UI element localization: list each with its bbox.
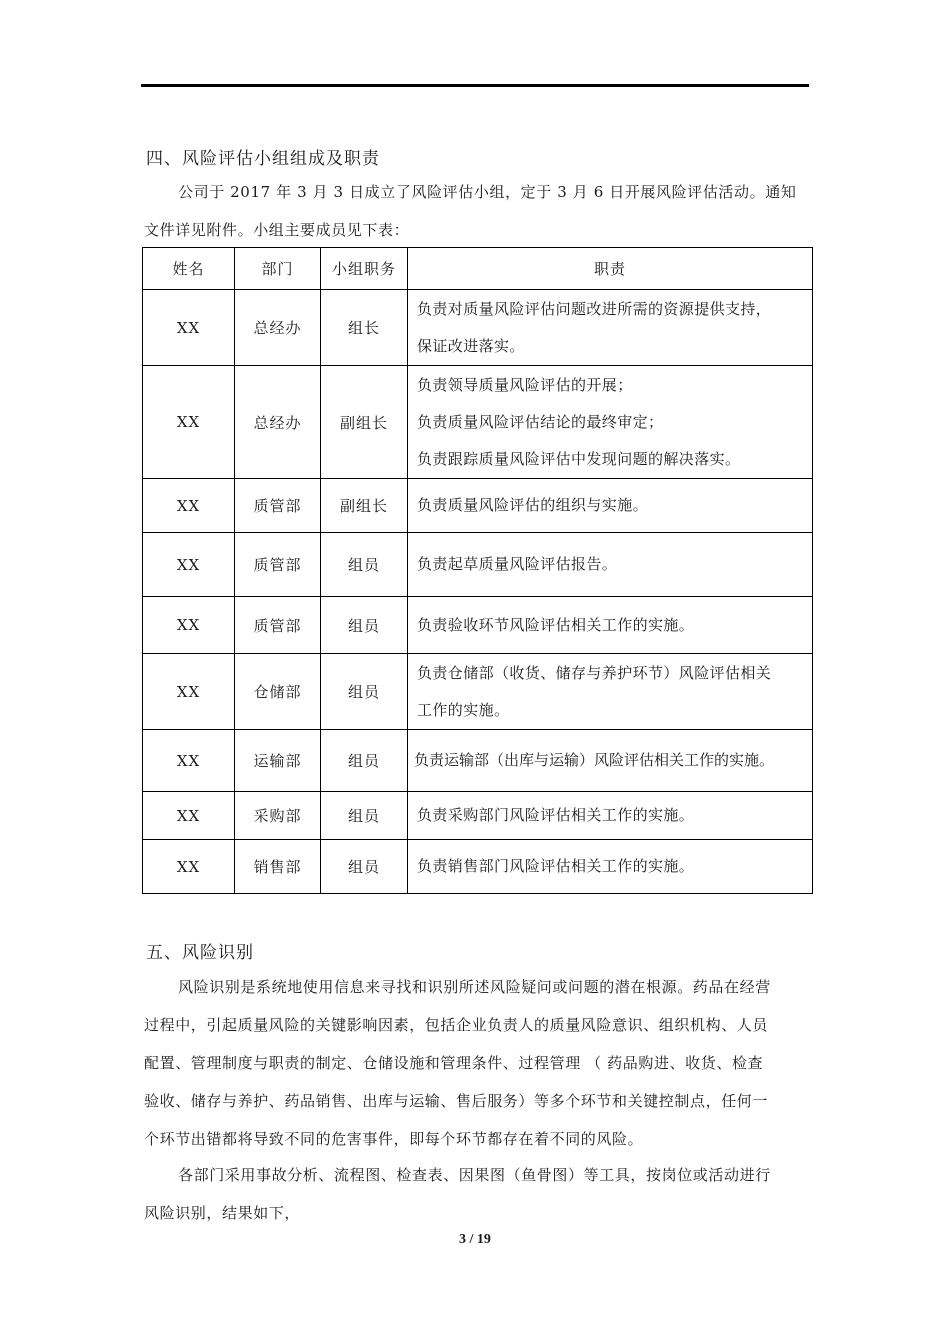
table-row bbox=[143, 533, 813, 597]
duty-line: 负责质量风险评估的组织与实施。 bbox=[417, 496, 649, 514]
member-dept: 销售部 bbox=[235, 840, 321, 894]
member-duty bbox=[408, 533, 813, 597]
table-row bbox=[143, 840, 813, 894]
member-role: 组员 bbox=[321, 654, 408, 730]
page-number: 3 / 19 bbox=[459, 1232, 491, 1247]
section4-intro bbox=[144, 173, 808, 249]
member-name: XX bbox=[143, 654, 235, 730]
table-row bbox=[143, 792, 813, 840]
member-duty bbox=[408, 479, 813, 533]
paragraph-line: 个环节出错都将导致不同的危害事件，即每个环节都存在着不同的风险。 bbox=[144, 1130, 644, 1148]
member-duty bbox=[408, 366, 813, 479]
member-name: XX bbox=[143, 730, 235, 792]
member-role: 副组长 bbox=[321, 479, 408, 533]
member-role: 组长 bbox=[321, 290, 408, 366]
member-dept: 采购部 bbox=[235, 792, 321, 840]
member-dept: 质管部 bbox=[235, 597, 321, 654]
member-name: XX bbox=[143, 840, 235, 894]
table-row bbox=[143, 730, 813, 792]
member-dept: 总经办 bbox=[235, 290, 321, 366]
duty-line: 负责跟踪质量风险评估中发现问题的解决落实。 bbox=[417, 449, 741, 468]
member-duty bbox=[408, 792, 813, 840]
member-dept: 质管部 bbox=[235, 479, 321, 533]
duty-line: 负责采购部门风险评估相关工作的实施。 bbox=[417, 806, 695, 824]
member-dept: 质管部 bbox=[235, 533, 321, 597]
paragraph-line: 配置、管理制度与职责的制定、仓储设施和管理条件、过程管理 （ 药品购进、收货、检查 bbox=[144, 1054, 764, 1072]
table-row bbox=[143, 479, 813, 533]
member-duty bbox=[408, 730, 813, 792]
table-row bbox=[143, 290, 813, 366]
section5-paragraph-1 bbox=[144, 968, 808, 1158]
paragraph-line: 风险识别是系统地使用信息来寻找和识别所述风险疑问或问题的潜在根源。药品在经营 bbox=[178, 978, 771, 996]
section4-heading: 四、风险评估小组组成及职责 bbox=[146, 149, 380, 169]
member-role: 组员 bbox=[321, 597, 408, 654]
member-dept: 运输部 bbox=[235, 730, 321, 792]
member-dept: 总经办 bbox=[235, 366, 321, 479]
table-header-row bbox=[143, 248, 813, 290]
paragraph-line: 各部门采用事故分析、流程图、检查表、因果图（鱼骨图）等工具，按岗位或活动进行 bbox=[178, 1166, 771, 1184]
paragraph-line: 风险识别，结果如下， bbox=[144, 1204, 301, 1222]
duty-line: 负责领导质量风险评估的开展； bbox=[417, 375, 633, 394]
duty-line: 负责质量风险评估结论的最终审定； bbox=[417, 412, 664, 431]
table-row bbox=[143, 654, 813, 730]
duty-line: 负责仓储部（收货、储存与养护环节）风险评估相关 bbox=[417, 663, 772, 682]
member-name: XX bbox=[143, 479, 235, 533]
duty-line: 工作的实施。 bbox=[417, 700, 510, 719]
paragraph-line: 验收、储存与养护、药品销售、出库与运输、售后服务）等多个环节和关键控制点，任何一 bbox=[144, 1092, 769, 1110]
section5-paragraph-2 bbox=[144, 1156, 808, 1232]
member-role: 组员 bbox=[321, 840, 408, 894]
duty-line: 负责起草质量风险评估报告。 bbox=[417, 555, 618, 573]
duty-line: 负责验收环节风险评估相关工作的实施。 bbox=[417, 615, 695, 634]
member-role: 副组长 bbox=[321, 366, 408, 479]
member-name: XX bbox=[143, 366, 235, 479]
paragraph-line: 过程中，引起质量风险的关键影响因素，包括企业负责人的质量风险意识、组织机构、人员 bbox=[144, 1016, 769, 1034]
member-name: XX bbox=[143, 533, 235, 597]
member-duty bbox=[408, 654, 813, 730]
header-role: 小组职务 bbox=[321, 248, 408, 290]
member-role: 组员 bbox=[321, 730, 408, 792]
header-name: 姓名 bbox=[143, 248, 235, 290]
duty-line: 负责销售部门风险评估相关工作的实施。 bbox=[417, 857, 695, 875]
member-name: XX bbox=[143, 290, 235, 366]
intro-line: 文件详见附件。小组主要成员见下表： bbox=[144, 221, 410, 239]
member-name: XX bbox=[143, 597, 235, 654]
duty-line: 保证改进落实。 bbox=[417, 336, 525, 355]
table-row bbox=[143, 597, 813, 654]
section5-heading: 五、风险识别 bbox=[146, 943, 254, 963]
member-role: 组员 bbox=[321, 533, 408, 597]
header-rule bbox=[141, 84, 809, 87]
member-duty bbox=[408, 597, 813, 654]
duty-line: 负责运输部（出库与运输）风险评估相关工作的实施。 bbox=[414, 751, 775, 769]
header-dept: 部门 bbox=[235, 248, 321, 290]
member-duty bbox=[408, 290, 813, 366]
members-table bbox=[142, 247, 813, 894]
intro-line: 公司于 2017 年 3 月 3 日成立了风险评估小组，定于 3 月 6 日开展风险评估活动。通知 bbox=[178, 183, 797, 201]
member-duty bbox=[408, 840, 813, 894]
member-dept: 仓储部 bbox=[235, 654, 321, 730]
member-name: XX bbox=[143, 792, 235, 840]
member-role: 组员 bbox=[321, 792, 408, 840]
table-row bbox=[143, 366, 813, 479]
header-duty: 职责 bbox=[408, 248, 813, 290]
duty-line: 负责对质量风险评估问题改进所需的资源提供支持， bbox=[417, 299, 772, 318]
